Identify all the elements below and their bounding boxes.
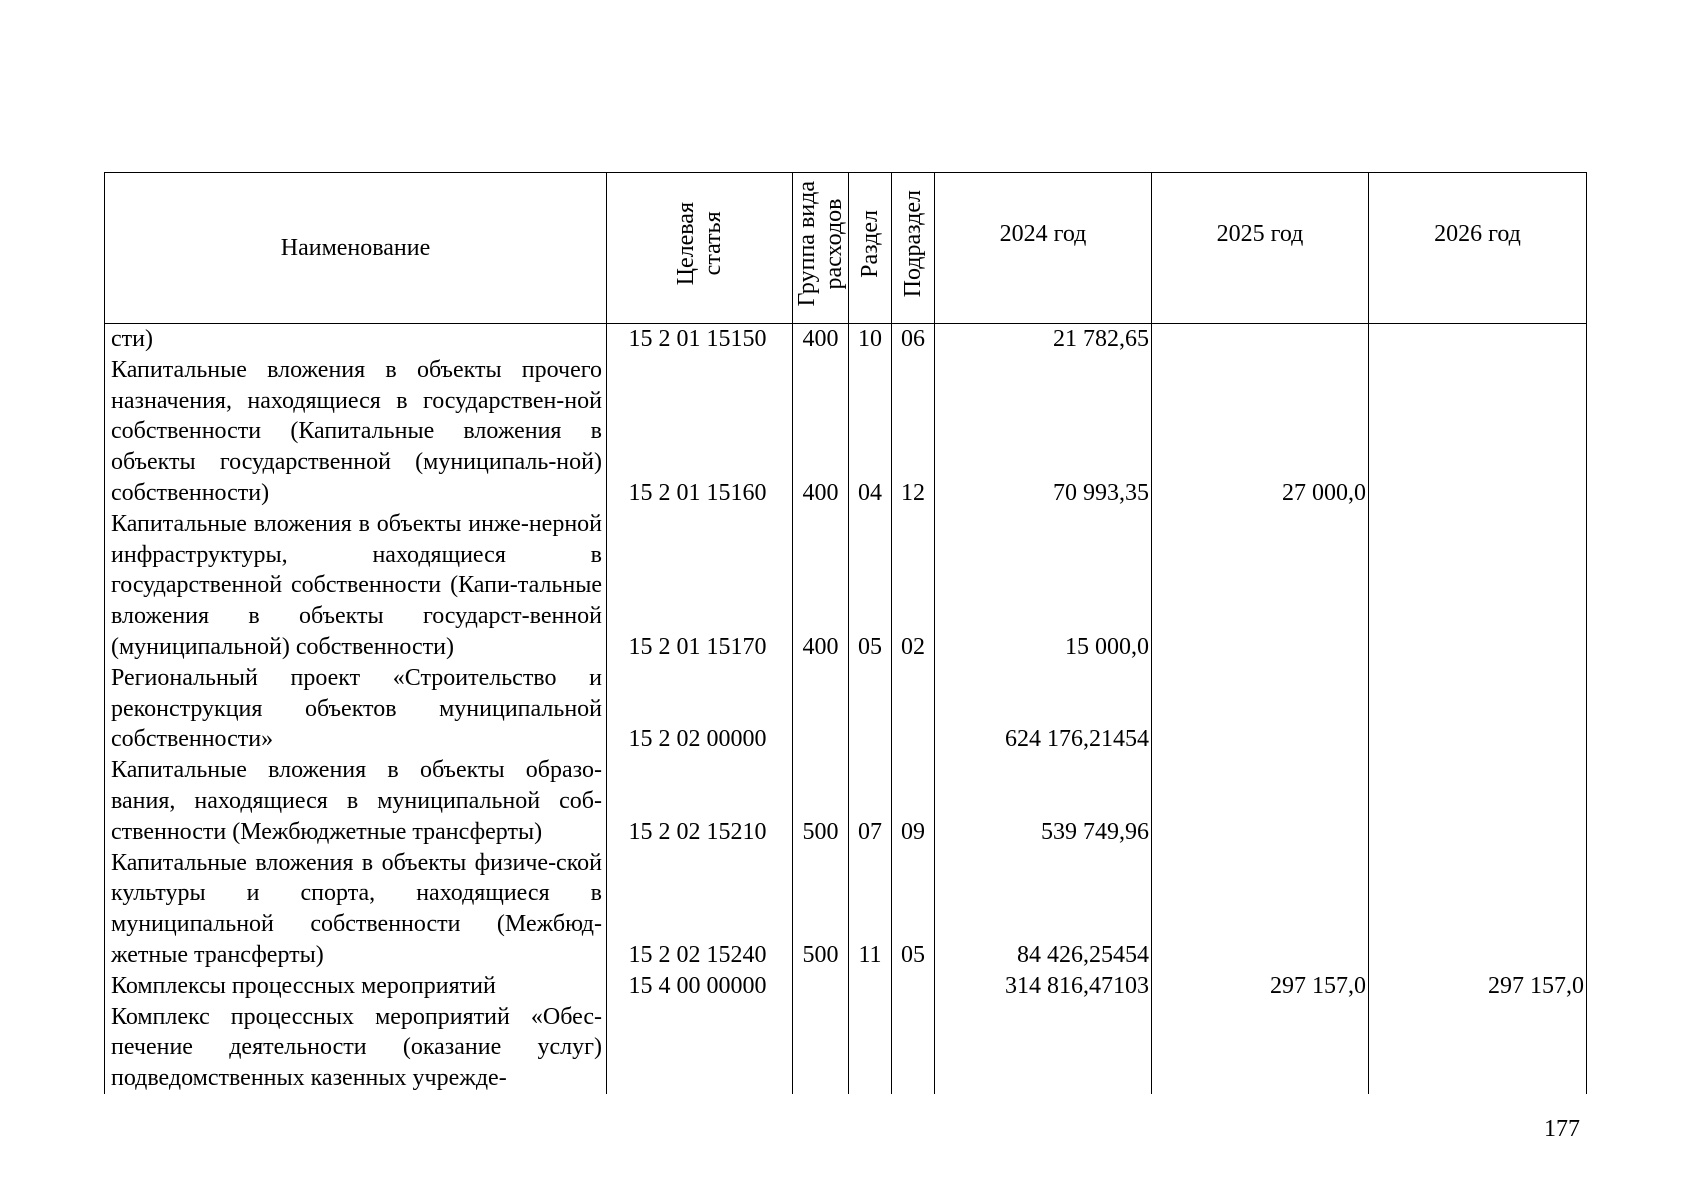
table-row xyxy=(105,848,1587,971)
cell-2024: 624 176,21454 xyxy=(935,663,1152,755)
cell-subsection xyxy=(892,1002,935,1094)
cell-2024: 539 749,96 xyxy=(935,755,1152,847)
budget-table xyxy=(104,172,1587,1094)
header-subsection xyxy=(892,173,935,324)
cell-target xyxy=(607,1002,793,1094)
cell-name: Капитальные вложения в объекты инже-нерной инфраструктуры, находящиеся в государственной собственности (Капи-тальные вложения в объекты государст-венной (муниципальной) собственности) xyxy=(105,509,607,663)
table-row xyxy=(105,324,1587,355)
cell-group xyxy=(793,663,849,755)
cell-2024: 84 426,25454 xyxy=(935,848,1152,971)
cell-2025 xyxy=(1152,1002,1369,1094)
cell-target: 15 4 00 00000 xyxy=(607,971,793,1002)
table-row xyxy=(105,1002,1587,1094)
cell-2024: 15 000,0 xyxy=(935,509,1152,663)
cell-name: Комплексы процессных мероприятий xyxy=(105,971,607,1002)
cell-group xyxy=(793,1002,849,1094)
table-row xyxy=(105,509,1587,663)
cell-2026 xyxy=(1369,509,1587,663)
cell-target: 15 2 02 15210 xyxy=(607,755,793,847)
cell-section: 10 xyxy=(849,324,892,355)
header-target xyxy=(607,173,793,324)
cell-subsection xyxy=(892,971,935,1002)
cell-2025 xyxy=(1152,324,1369,355)
cell-2025 xyxy=(1152,755,1369,847)
table-row xyxy=(105,663,1587,755)
cell-2026: 297 157,0 xyxy=(1369,971,1587,1002)
cell-2025 xyxy=(1152,663,1369,755)
table-row xyxy=(105,355,1587,509)
cell-2026 xyxy=(1369,324,1587,355)
cell-group: 500 xyxy=(793,848,849,971)
cell-target: 15 2 01 15160 xyxy=(607,355,793,509)
cell-2025: 297 157,0 xyxy=(1152,971,1369,1002)
cell-section: 11 xyxy=(849,848,892,971)
cell-subsection: 05 xyxy=(892,848,935,971)
cell-subsection xyxy=(892,663,935,755)
cell-group: 500 xyxy=(793,755,849,847)
header-2024-label: 2024 год xyxy=(999,221,1087,247)
cell-name: сти) xyxy=(105,324,607,355)
cell-name: Комплекс процессных мероприятий «Обес-печение деятельности (оказание услуг) подведомственных казенных учрежде- xyxy=(105,1002,607,1094)
cell-2026 xyxy=(1369,1002,1587,1094)
header-group xyxy=(793,173,849,324)
cell-2024 xyxy=(935,1002,1152,1094)
header-2024 xyxy=(935,173,1152,324)
cell-2024: 314 816,47103 xyxy=(935,971,1152,1002)
header-name xyxy=(105,173,607,324)
cell-section xyxy=(849,663,892,755)
header-target-label: Целевая статья xyxy=(672,201,726,286)
cell-name: Региональный проект «Строительство и реконструкция объектов муниципальной собственности» xyxy=(105,663,607,755)
header-section xyxy=(849,173,892,324)
cell-name: Капитальные вложения в объекты прочего назначения, находящиеся в государствен-ной собственности (Капитальные вложения в объекты государственной (муниципаль-ной) собственности) xyxy=(105,355,607,509)
header-2026 xyxy=(1369,173,1587,324)
header-2025 xyxy=(1152,173,1369,324)
cell-2025 xyxy=(1152,848,1369,971)
cell-subsection: 02 xyxy=(892,509,935,663)
cell-target: 15 2 02 15240 xyxy=(607,848,793,971)
header-group-label: Группа вида расходов xyxy=(793,180,847,307)
cell-2026 xyxy=(1369,848,1587,971)
cell-section: 05 xyxy=(849,509,892,663)
table-header-row xyxy=(105,173,1587,324)
cell-2025 xyxy=(1152,509,1369,663)
cell-group xyxy=(793,971,849,1002)
cell-2026 xyxy=(1369,663,1587,755)
header-section-label: Раздел xyxy=(856,209,883,278)
table-row xyxy=(105,971,1587,1002)
cell-2026 xyxy=(1369,755,1587,847)
cell-target: 15 2 01 15150 xyxy=(607,324,793,355)
cell-name: Капитальные вложения в объекты образо-вания, находящиеся в муниципальной соб-ственности (Межбюджетные трансферты) xyxy=(105,755,607,847)
cell-2024: 21 782,65 xyxy=(935,324,1152,355)
header-subsection-label: Подраздел xyxy=(899,189,926,298)
cell-section xyxy=(849,1002,892,1094)
header-2025-label: 2025 год xyxy=(1216,221,1304,247)
page-number: 177 xyxy=(1544,1116,1580,1142)
cell-subsection: 12 xyxy=(892,355,935,509)
header-name-label: Наименование xyxy=(280,234,431,261)
cell-subsection: 09 xyxy=(892,755,935,847)
cell-2026 xyxy=(1369,355,1587,509)
cell-target: 15 2 02 00000 xyxy=(607,663,793,755)
table-row xyxy=(105,755,1587,847)
header-2026-label: 2026 год xyxy=(1434,221,1521,247)
cell-2024: 70 993,35 xyxy=(935,355,1152,509)
cell-2025: 27 000,0 xyxy=(1152,355,1369,509)
cell-name: Капитальные вложения в объекты физиче-ской культуры и спорта, находящиеся в муниципальной собственности (Межбюд-жетные трансферты) xyxy=(105,848,607,971)
cell-target: 15 2 01 15170 xyxy=(607,509,793,663)
cell-section: 07 xyxy=(849,755,892,847)
cell-section xyxy=(849,971,892,1002)
cell-group: 400 xyxy=(793,509,849,663)
cell-group: 400 xyxy=(793,324,849,355)
cell-subsection: 06 xyxy=(892,324,935,355)
cell-group: 400 xyxy=(793,355,849,509)
cell-section: 04 xyxy=(849,355,892,509)
